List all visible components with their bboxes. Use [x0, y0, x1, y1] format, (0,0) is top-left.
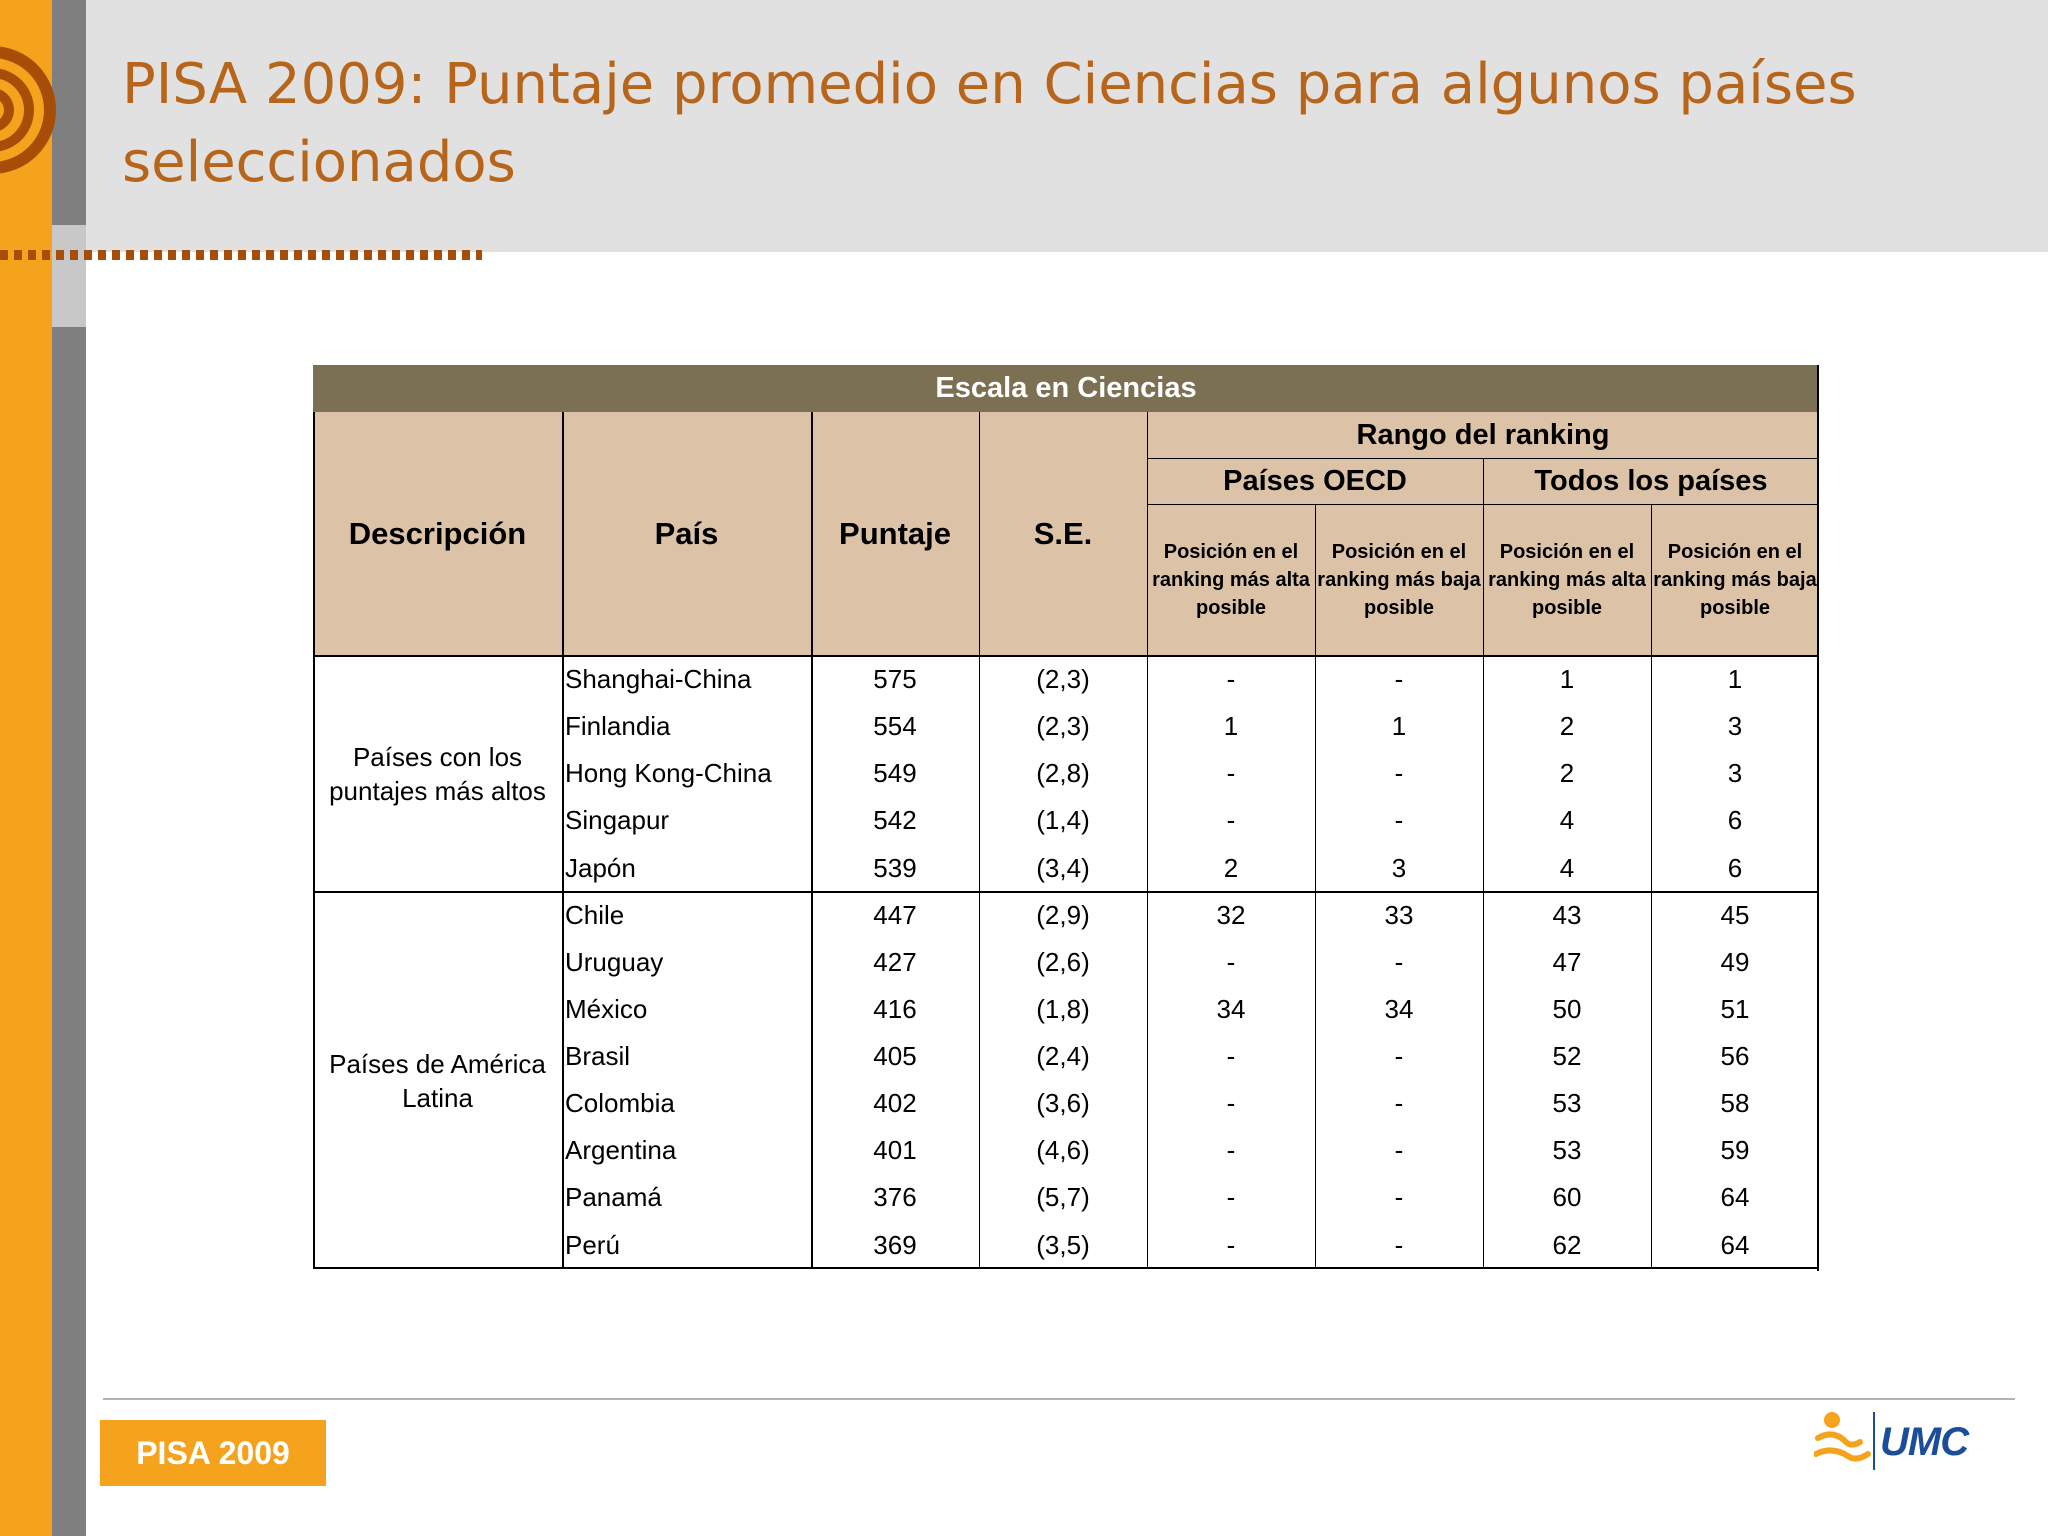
- oecd-low-cell: -: [1394, 1041, 1404, 1071]
- oecd-low-cell: -: [1394, 1229, 1404, 1260]
- header-todos-alta: Posición en el ranking más alta posible: [1483, 504, 1651, 656]
- score-cell: 369: [873, 1229, 917, 1260]
- score-cell: 575: [873, 664, 917, 694]
- table-banner: Escala en Ciencias: [313, 365, 1819, 412]
- all-high-cell: 43: [1552, 900, 1582, 930]
- score-cell: 402: [873, 1088, 917, 1118]
- title-underline-dots: [0, 250, 482, 260]
- oecd-low-cell: 3: [1391, 852, 1407, 883]
- country-cell: Perú: [565, 1229, 620, 1260]
- all-high-cell: 50: [1552, 994, 1582, 1024]
- all-high-cell: 47: [1552, 947, 1582, 977]
- column-divider: [1315, 504, 1316, 1269]
- column-divider: [811, 412, 813, 1269]
- country-cell: Shanghai-China: [565, 664, 752, 694]
- oecd-high-cell: 32: [1216, 900, 1246, 930]
- all-low-cell: 51: [1720, 994, 1750, 1024]
- oecd-low-cell: -: [1394, 805, 1404, 835]
- all-high-cell: 53: [1552, 1088, 1582, 1118]
- country-cell: Colombia: [565, 1088, 675, 1118]
- header-todos-baja: Posición en el ranking más baja posible: [1651, 504, 1819, 656]
- score-cell: 549: [873, 758, 917, 788]
- se-cell: (5,7): [1036, 1182, 1090, 1212]
- all-high-cell: 4: [1559, 805, 1575, 835]
- all-low-cell: 56: [1720, 1041, 1750, 1071]
- slide-title: PISA 2009: Puntaje promedio en Ciencias para algunos países seleccionados: [122, 52, 1857, 195]
- all-high-cell: 4: [1559, 852, 1575, 883]
- country-cell: Brasil: [565, 1041, 631, 1071]
- country-cell: Singapur: [565, 805, 670, 835]
- oecd-high-cell: -: [1226, 1088, 1236, 1118]
- group-divider: [313, 891, 1819, 893]
- country-cell: Japón: [565, 852, 636, 883]
- all-high-cell: 60: [1552, 1182, 1582, 1212]
- all-low-cell: 59: [1720, 1135, 1750, 1165]
- header-puntaje: Puntaje: [811, 412, 979, 656]
- header-todos: Todos los países: [1483, 458, 1819, 504]
- column-divider: [1651, 504, 1652, 1269]
- oecd-low-cell: -: [1394, 664, 1404, 694]
- oecd-low-cell: 34: [1384, 994, 1414, 1024]
- all-high-cell: 52: [1552, 1041, 1582, 1071]
- se-cell: (3,6): [1036, 1088, 1090, 1118]
- score-cell: 447: [873, 900, 917, 930]
- column-divider: [1147, 412, 1148, 1269]
- score-cell: 401: [873, 1135, 917, 1165]
- all-low-cell: 58: [1720, 1088, 1750, 1118]
- science-scores-table: [313, 365, 1821, 1271]
- header-divider: [1147, 504, 1819, 505]
- footer-divider: [103, 1398, 2015, 1400]
- country-cell: Chile: [565, 900, 625, 930]
- footer-badge: PISA 2009: [100, 1420, 326, 1486]
- header-se: S.E.: [979, 412, 1147, 656]
- score-cell: 554: [873, 711, 917, 741]
- country-cell: Hong Kong-China: [565, 758, 772, 788]
- score-cell: 376: [873, 1182, 917, 1212]
- header-descripcion: Descripción: [313, 412, 562, 656]
- oecd-high-cell: -: [1226, 1135, 1236, 1165]
- oecd-high-cell: -: [1226, 758, 1236, 788]
- se-cell: (2,8): [1036, 758, 1090, 788]
- oecd-high-cell: -: [1226, 1229, 1236, 1260]
- group-description: Países con los puntajes más altos: [329, 742, 546, 806]
- column-divider: [562, 412, 564, 1269]
- column-divider: [979, 412, 980, 1269]
- score-cell: 405: [873, 1041, 917, 1071]
- oecd-high-cell: -: [1226, 1182, 1236, 1212]
- all-low-cell: 45: [1720, 900, 1750, 930]
- oecd-high-cell: -: [1226, 1041, 1236, 1071]
- oecd-high-cell: 2: [1223, 852, 1239, 883]
- score-cell: 416: [873, 994, 917, 1024]
- se-cell: (2,3): [1036, 711, 1090, 741]
- se-cell: (2,9): [1036, 900, 1090, 930]
- country-cell: Uruguay: [565, 947, 664, 977]
- all-high-cell: 53: [1552, 1135, 1582, 1165]
- se-cell: (2,6): [1036, 947, 1090, 977]
- country-cell: Finlandia: [565, 711, 671, 741]
- se-cell: (1,4): [1036, 805, 1090, 835]
- header-oecd-baja: Posición en el ranking más baja posible: [1315, 504, 1483, 656]
- umc-logo-text: UMC: [1880, 1420, 1969, 1464]
- oecd-high-cell: -: [1226, 947, 1236, 977]
- all-low-cell: 6: [1727, 852, 1743, 883]
- all-low-cell: 1: [1727, 664, 1743, 694]
- all-low-cell: 3: [1727, 711, 1743, 741]
- se-cell: (3,5): [1036, 1229, 1090, 1260]
- se-cell: (2,3): [1036, 664, 1090, 694]
- oecd-low-cell: 1: [1391, 711, 1407, 741]
- table-border-right: [1817, 365, 1819, 1271]
- left-orange-stripe: [0, 0, 52, 1536]
- se-cell: (1,8): [1036, 994, 1090, 1024]
- score-cell: 542: [873, 805, 917, 835]
- all-low-cell: 64: [1720, 1182, 1750, 1212]
- all-high-cell: 2: [1559, 711, 1575, 741]
- all-low-cell: 49: [1720, 947, 1750, 977]
- oecd-low-cell: -: [1394, 758, 1404, 788]
- score-cell: 427: [873, 947, 917, 977]
- header-divider: [1147, 458, 1819, 459]
- header-rango: Rango del ranking: [1147, 412, 1819, 458]
- country-cell: Argentina: [565, 1135, 677, 1165]
- oecd-low-cell: -: [1394, 1135, 1404, 1165]
- all-low-cell: 6: [1727, 805, 1743, 835]
- all-high-cell: 62: [1552, 1229, 1582, 1260]
- oecd-low-cell: -: [1394, 1088, 1404, 1118]
- oecd-low-cell: -: [1394, 1182, 1404, 1212]
- oecd-low-cell: 33: [1384, 900, 1414, 930]
- oecd-high-cell: 34: [1216, 994, 1246, 1024]
- column-divider: [1483, 458, 1484, 1269]
- all-high-cell: 1: [1559, 664, 1575, 694]
- header-oecd-alta: Posición en el ranking más alta posible: [1147, 504, 1315, 656]
- oecd-high-cell: 1: [1223, 711, 1239, 741]
- concentric-circles-logo-icon: [0, 40, 64, 180]
- header-bottom-border: [313, 655, 1819, 657]
- oecd-high-cell: -: [1226, 805, 1236, 835]
- all-low-cell: 3: [1727, 758, 1743, 788]
- all-low-cell: 64: [1720, 1229, 1750, 1260]
- oecd-high-cell: -: [1226, 664, 1236, 694]
- table-border-left: [313, 412, 315, 1269]
- table-border-bottom: [313, 1267, 1819, 1269]
- group-description: Países de América Latina: [329, 1048, 546, 1113]
- se-cell: (3,4): [1036, 852, 1090, 883]
- header-oecd: Países OECD: [1147, 458, 1483, 504]
- left-gray-stripe-highlight: [52, 225, 86, 327]
- score-cell: 539: [873, 852, 917, 883]
- oecd-low-cell: -: [1394, 947, 1404, 977]
- country-cell: México: [565, 994, 648, 1024]
- header-pais: País: [562, 412, 811, 656]
- country-cell: Panamá: [565, 1182, 662, 1212]
- se-cell: (2,4): [1036, 1041, 1090, 1071]
- all-high-cell: 2: [1559, 758, 1575, 788]
- se-cell: (4,6): [1036, 1135, 1090, 1165]
